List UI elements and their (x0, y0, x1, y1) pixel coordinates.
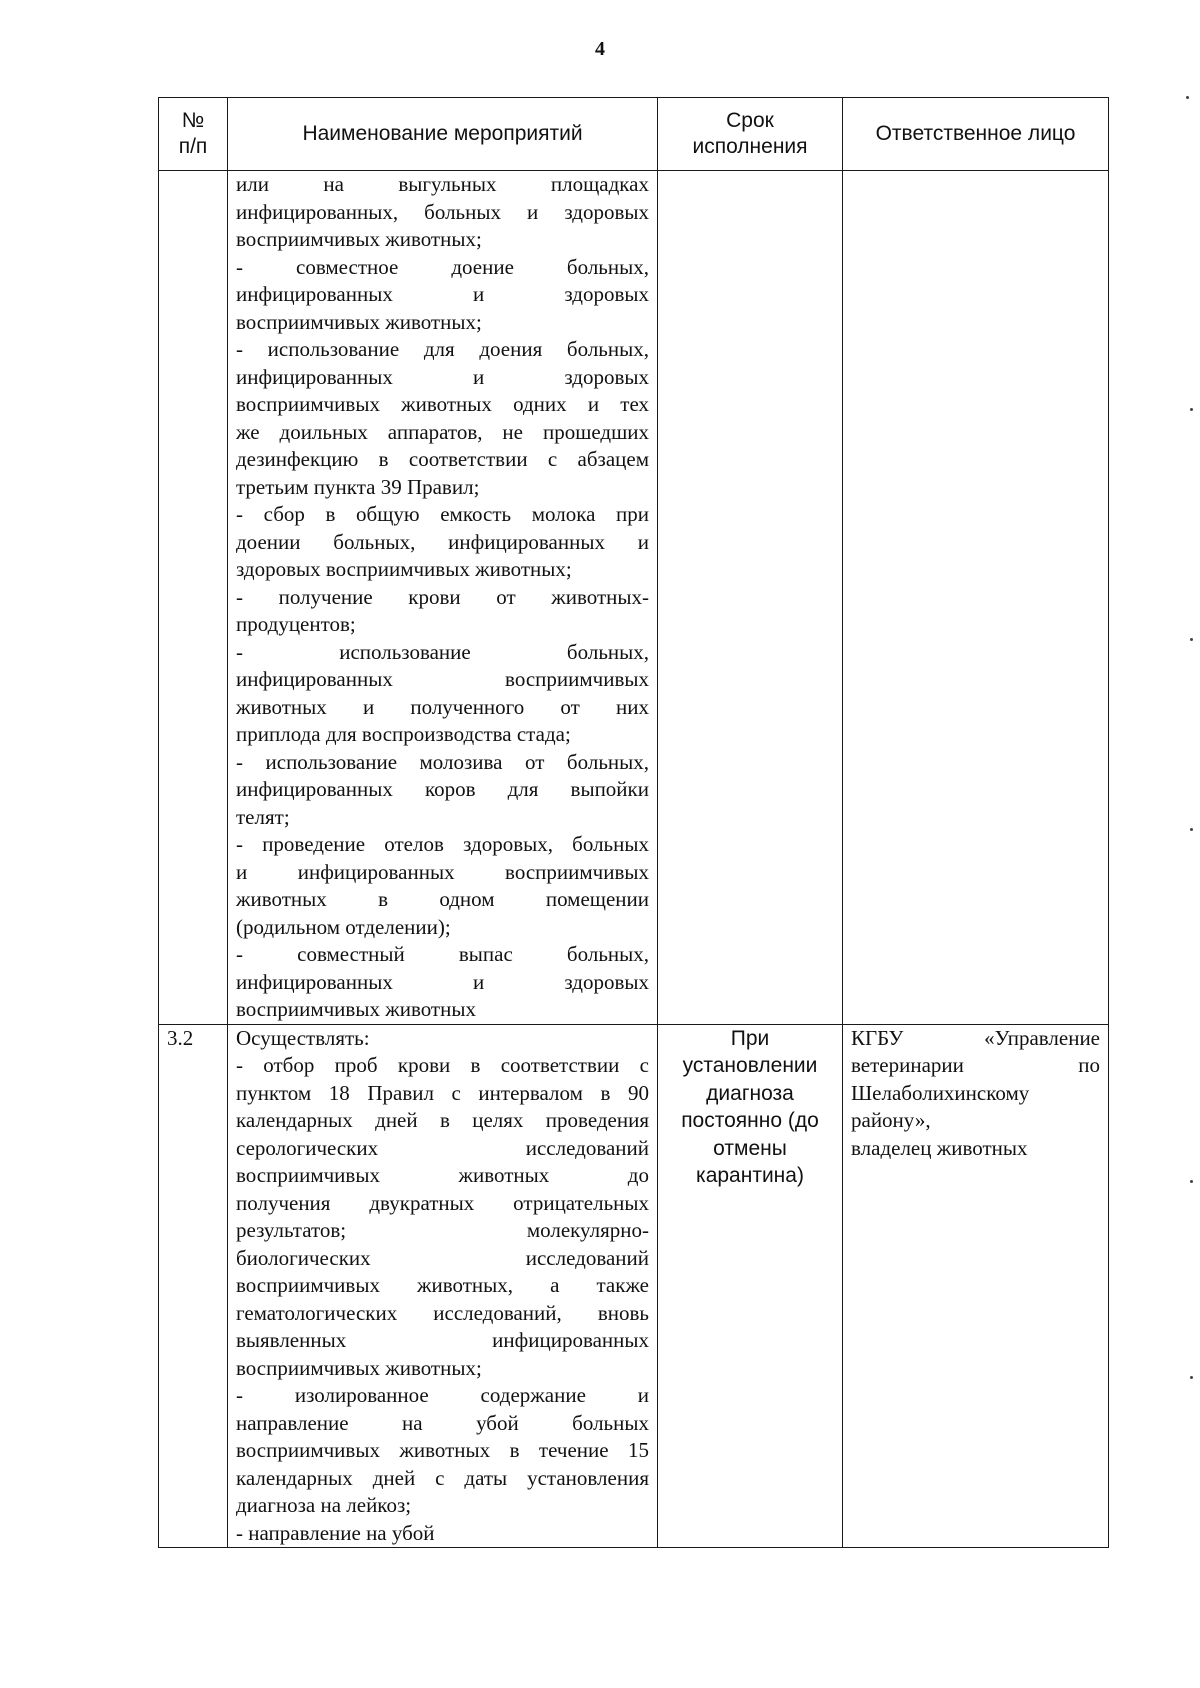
text-line: календарных дней с даты установления (236, 1465, 649, 1490)
text-line: гематологических исследований, вновь (236, 1300, 649, 1325)
text-line: приплода для воспроизводства стада; (236, 722, 571, 746)
text-line: - совместный выпас больных, (236, 942, 649, 966)
text-line: КГБУ «Управление (851, 1025, 1100, 1050)
text-line: восприимчивых животных одних и тех (236, 392, 649, 416)
row-term-text: При установлении диагноза постоянно (до отмены карантина) (681, 1026, 819, 1187)
page-number: 4 (595, 38, 605, 60)
text-line: инфицированных и здоровых (236, 364, 649, 389)
row-name-lines (236, 1025, 649, 1548)
text-line: доении больных, инфицированных и (236, 529, 649, 554)
text-line: инфицированных и здоровых (236, 282, 649, 306)
text-line: телят; (236, 804, 290, 829)
text-line: - отбор проб крови в соответствии с (236, 1053, 649, 1077)
text-line: Шелаболихинскому (851, 1080, 1030, 1105)
row-term (658, 1024, 843, 1548)
row-num: 3.2 (159, 1024, 228, 1548)
text-line: восприимчивых животных; (236, 309, 482, 334)
text-line: восприимчивых животных (236, 997, 476, 1021)
text-line: получения двукратных отрицательных (236, 1190, 649, 1215)
text-line: восприимчивых животных, а также (236, 1273, 649, 1297)
text-line: Осуществлять: (236, 1025, 370, 1050)
text-line: восприимчивых животных; (236, 1355, 482, 1380)
text-line: календарных дней в целях проведения (236, 1108, 649, 1132)
text-line: продуцентов; (236, 612, 356, 636)
text-line: выявленных инфицированных (236, 1328, 649, 1352)
row-name (228, 1024, 658, 1548)
header-responsible: Ответственное лицо (843, 98, 1109, 171)
text-line: восприимчивых животных; (236, 227, 482, 251)
text-line: - использование молозива от больных, (236, 749, 649, 774)
scan-mark (1190, 408, 1193, 411)
text-line: диагноза на лейкоз; (236, 1493, 412, 1517)
header-term: Срок исполнения (658, 98, 843, 171)
text-line: серологических исследований (236, 1135, 649, 1160)
row-name-lines (236, 171, 649, 1024)
text-line: владелец животных (851, 1135, 1028, 1160)
text-line: - проведение отелов здоровых, больных (236, 832, 649, 856)
measures-table (158, 97, 1109, 1548)
row-responsible (843, 171, 1109, 1025)
header-name: Наименование мероприятий (228, 98, 658, 171)
row-responsible (843, 1024, 1109, 1548)
table-row (159, 1024, 1109, 1548)
text-line: и инфицированных восприимчивых (236, 859, 649, 884)
text-line: - получение крови от животных- (236, 584, 649, 609)
text-line: биологических исследований (236, 1245, 649, 1270)
text-line: дезинфекцию в соответствии с абзацем (236, 447, 649, 471)
row-name (228, 171, 658, 1025)
text-line: - совместное доение больных, (236, 254, 649, 279)
text-line: - использование для доения больных, (236, 337, 649, 361)
header-num: № п/п (159, 98, 228, 171)
text-line: направление на убой больных (236, 1410, 649, 1435)
text-line: результатов; молекулярно- (236, 1218, 649, 1242)
table-header-row (159, 98, 1109, 171)
text-line: ветеринарии по (851, 1053, 1100, 1077)
text-line: здоровых восприимчивых животных; (236, 557, 572, 581)
scan-mark (1190, 638, 1193, 641)
text-line: третьим пункта 39 Правил; (236, 474, 480, 499)
row-num (159, 171, 228, 1025)
text-line: животных и полученного от них (236, 694, 649, 719)
row-responsible-lines (851, 1025, 1100, 1163)
text-line: животных в одном помещении (236, 887, 649, 911)
text-line: инфицированных коров для выпойки (236, 777, 649, 801)
scan-mark (1186, 96, 1189, 99)
text-line: району», (851, 1108, 931, 1132)
text-line: - сбор в общую емкость молока при (236, 502, 649, 526)
text-line: - использование больных, (236, 639, 649, 664)
table-row (159, 171, 1109, 1025)
text-line: пунктом 18 Правил с интервалом в 90 (236, 1080, 649, 1105)
text-line: - изолированное содержание и (236, 1383, 649, 1407)
scan-mark (1190, 1376, 1193, 1379)
row-term (658, 171, 843, 1025)
text-line: инфицированных и здоровых (236, 969, 649, 994)
scan-mark (1190, 1180, 1193, 1183)
scan-mark (1190, 828, 1193, 831)
text-line: инфицированных восприимчивых (236, 667, 649, 691)
text-line: восприимчивых животных до (236, 1163, 649, 1187)
text-line: инфицированных, больных и здоровых (236, 199, 649, 224)
text-line: - направление на убой (236, 1520, 435, 1545)
text-line: или на выгульных площадках (236, 172, 649, 196)
text-line: же доильных аппаратов, не прошедших (236, 419, 649, 444)
text-line: (родильном отделении); (236, 914, 451, 939)
text-line: восприимчивых животных в течение 15 (236, 1438, 649, 1462)
